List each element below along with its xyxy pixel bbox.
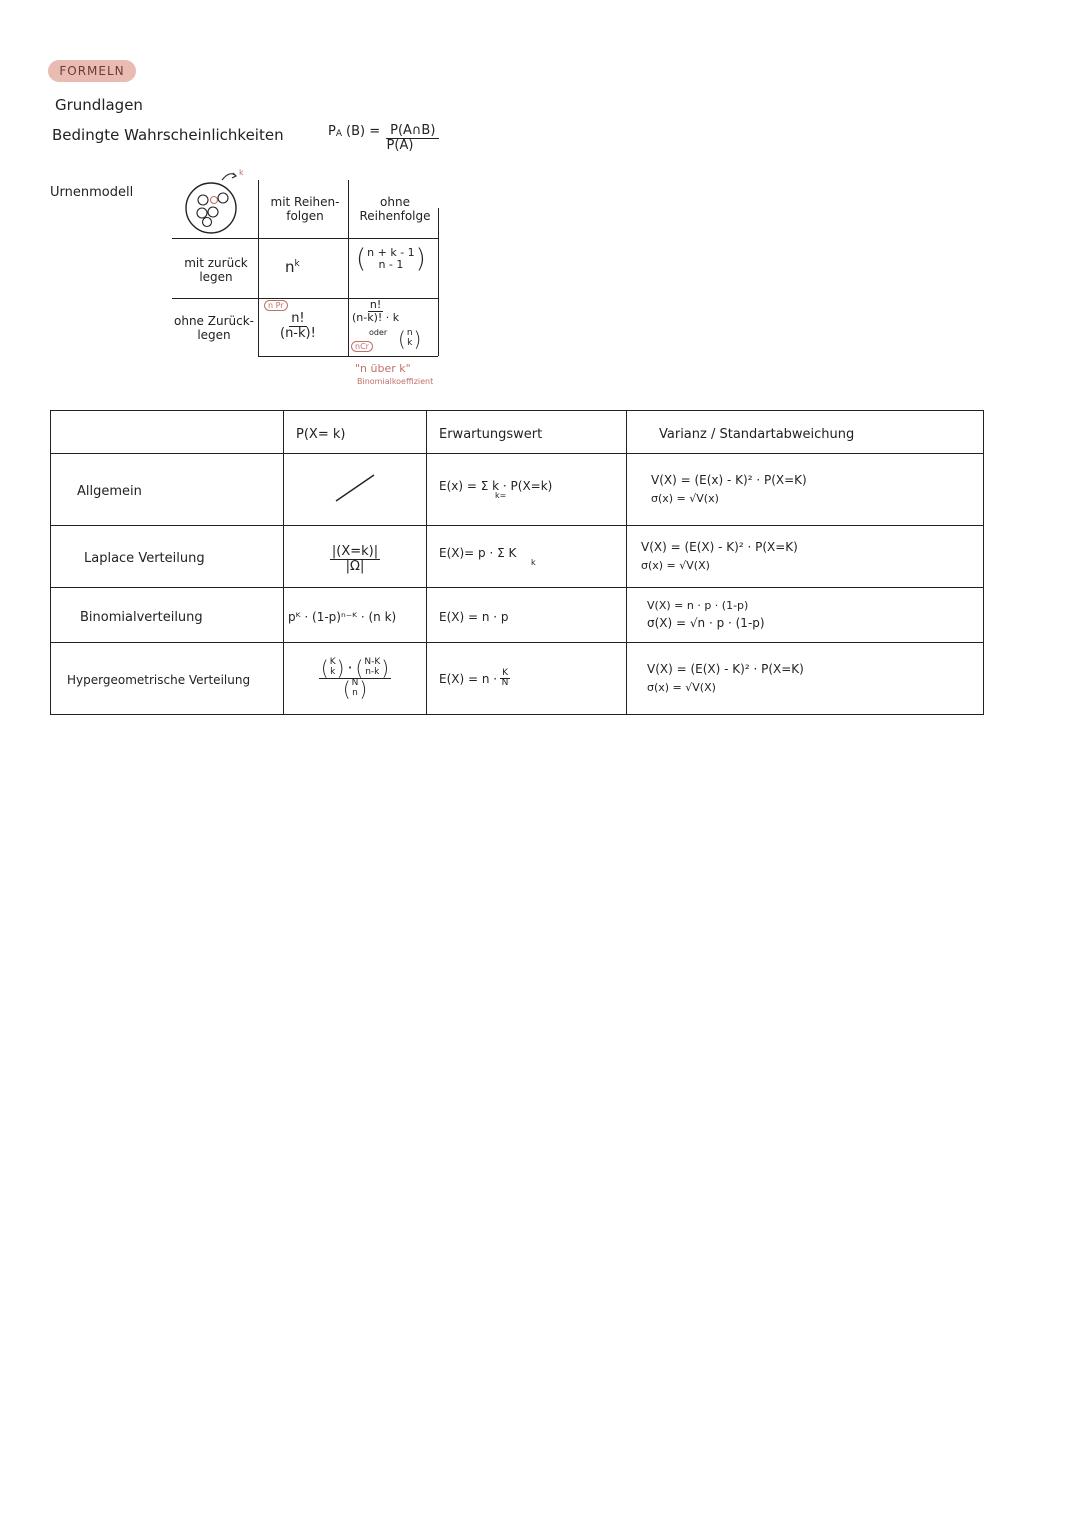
expectation-cell	[427, 588, 627, 643]
urn-row-without-replacement	[168, 314, 260, 343]
urn-cell-n-power-k	[285, 258, 300, 276]
binom-top: n + k - 1	[367, 245, 415, 259]
header-probability: P(X= k)	[296, 426, 346, 442]
header-cell-variance	[627, 411, 984, 454]
urn-cell-combination	[352, 299, 399, 323]
header-cell-empty	[51, 411, 284, 454]
row-label: Binomialverteilung	[80, 609, 203, 625]
urn-col-with-order-line1: mit Reihen-	[270, 195, 340, 209]
urn-model-label: Urnenmodell	[50, 185, 134, 200]
hypergeometric-fraction: ( K k ) · ( N-K n-k ) ( N n )	[320, 656, 390, 701]
variance-cell	[627, 454, 984, 526]
row-label-cell	[51, 588, 284, 643]
urn-col-without-order	[352, 195, 438, 224]
expectation-cell	[427, 526, 627, 588]
expectation-text: E(x) = Σ k · P(X=k)	[439, 479, 553, 493]
urn-k-mark: k	[239, 168, 244, 177]
formula-lhs-sub: A	[335, 129, 343, 139]
row-label: Hypergeometrische Verteilung	[67, 673, 251, 687]
urn-row-without-replacement-line2: legen	[197, 328, 231, 343]
table-row	[51, 454, 984, 526]
urn-cell-base: n	[285, 258, 295, 276]
comb-or: oder	[369, 328, 388, 337]
header-cell-expectation	[427, 411, 627, 454]
binom-bottom: n - 1	[378, 258, 404, 271]
variance-cell	[627, 643, 984, 715]
row-label-cell	[51, 454, 284, 526]
npr-badge: n Pr	[264, 300, 288, 311]
urn-icon	[178, 168, 248, 238]
urn-row-without-replacement-line1: ohne Zurück-	[174, 314, 254, 328]
urn-col-without-order-line1: ohne	[380, 195, 410, 209]
variance-cell	[627, 526, 984, 588]
expectation-prefix: E(X) = n ·	[439, 671, 498, 686]
formula-lhs-arg: (B) =	[346, 124, 381, 139]
table-row	[51, 588, 984, 643]
probability-cell	[284, 526, 427, 588]
std-deviation-line: σ(x) = √V(X)	[647, 681, 716, 695]
conditional-probability-formula	[328, 124, 439, 152]
table-header-row	[51, 411, 984, 454]
variance-line: V(X) = (E(x) - K)² · P(X=K)	[651, 473, 807, 488]
binomial-note-subtitle: Binomialkoeffizient	[357, 377, 434, 386]
expectation-denominator: N	[501, 678, 509, 688]
variance-formulas	[627, 538, 983, 575]
urn-cell-binom-with-replacement: ( n + k - 1 n - 1 )	[356, 244, 426, 274]
hyper-N-minus-K: N-K	[364, 657, 381, 668]
variance-cell	[627, 588, 984, 643]
hyper-k: k	[330, 667, 336, 677]
urn-grid-line	[438, 208, 439, 356]
formula-fraction	[386, 124, 439, 152]
table-row	[51, 526, 984, 588]
variance-formulas	[627, 660, 983, 697]
urn-grid-line	[258, 356, 438, 357]
laplace-numerator: |(X=k)|	[331, 543, 379, 559]
header-expectation: Erwartungswert	[439, 426, 543, 442]
conditional-probability-label: Bedingte Wahrscheinlichkeiten	[52, 126, 284, 144]
urn-grid-line	[172, 238, 438, 239]
formula-denominator: P(A)	[386, 137, 414, 153]
row-label: Laplace Verteilung	[84, 551, 205, 566]
row-label: Allgemein	[77, 484, 142, 499]
hyper-n-minus-k: n-k	[365, 667, 380, 677]
row-label-cell	[51, 526, 284, 588]
formula-lhs: P	[328, 124, 336, 139]
urn-col-with-order	[262, 195, 348, 224]
expectation-formula	[427, 546, 626, 567]
variance-line: V(X) = n · p · (1-p)	[647, 598, 749, 612]
expectation-text: E(X) = n · p	[439, 609, 509, 624]
expectation-sub: k=	[495, 491, 507, 500]
expectation-formula	[427, 669, 626, 689]
urn-cell-permutation	[280, 312, 316, 340]
laplace-denominator: |Ω|	[345, 558, 365, 574]
header-cell-probability	[284, 411, 427, 454]
probability-cell	[284, 454, 427, 526]
expectation-cell	[427, 454, 627, 526]
urn-grid-line	[348, 180, 349, 356]
formeln-tag: FORMELN	[48, 60, 136, 82]
perm-numerator: n!	[291, 311, 305, 326]
row-label-cell	[51, 643, 284, 715]
header-variance: Varianz / Standartabweichung	[659, 426, 855, 442]
variance-formulas	[627, 598, 983, 633]
expectation-sub: k	[531, 558, 536, 567]
variance-line: V(X) = (E(X) - K)² · P(X=K)	[641, 540, 798, 555]
hyper-n: n	[352, 688, 358, 698]
comb-denominator: (n-k)! · k	[352, 310, 400, 324]
variance-formulas	[627, 471, 983, 508]
section-title: Grundlagen	[55, 96, 143, 114]
urn-row-with-replacement-line1: mit zurück	[184, 256, 248, 270]
std-deviation-line: σ(X) = √n · p · (1-p)	[647, 616, 765, 631]
perm-denominator: (n-k)!	[280, 325, 316, 341]
slash-icon	[330, 471, 380, 505]
urn-row-with-replacement	[172, 256, 260, 285]
variance-line: V(X) = (E(X) - K)² · P(X=K)	[647, 662, 804, 677]
hyper-N: N	[351, 678, 359, 689]
binomial-probability: pᴷ · (1-p)ⁿ⁻ᴷ · (n k)	[288, 609, 397, 624]
std-deviation-line: σ(x) = √V(x)	[651, 492, 719, 506]
ncr-badge: nCr	[351, 341, 373, 352]
binomial-note-title: "n über k"	[355, 362, 411, 375]
expectation-numerator: K	[502, 667, 508, 678]
expectation-formula	[427, 479, 626, 500]
binom-n: n	[406, 328, 413, 339]
formula-numerator: P(A∩B)	[386, 124, 439, 139]
probability-cell	[284, 643, 427, 715]
laplace-fraction	[330, 545, 380, 573]
std-deviation-line: σ(x) = √V(X)	[641, 559, 710, 573]
expectation-cell	[427, 643, 627, 715]
binom-k: k	[407, 338, 413, 348]
comb-numerator: n!	[369, 298, 382, 311]
expectation-text: E(X)= p · Σ K	[439, 546, 517, 560]
urn-col-without-order-line2: Reihenfolge	[359, 209, 431, 224]
hyper-K: K	[329, 657, 336, 668]
probability-cell	[284, 588, 427, 643]
distribution-table	[50, 410, 984, 715]
table-row	[51, 643, 984, 715]
urn-cell-exponent: k	[294, 259, 300, 269]
urn-cell-binom-n-over-k: ( n k )	[398, 327, 422, 351]
urn-row-with-replacement-line2: legen	[199, 270, 233, 285]
urn-col-with-order-line2: folgen	[286, 209, 324, 224]
